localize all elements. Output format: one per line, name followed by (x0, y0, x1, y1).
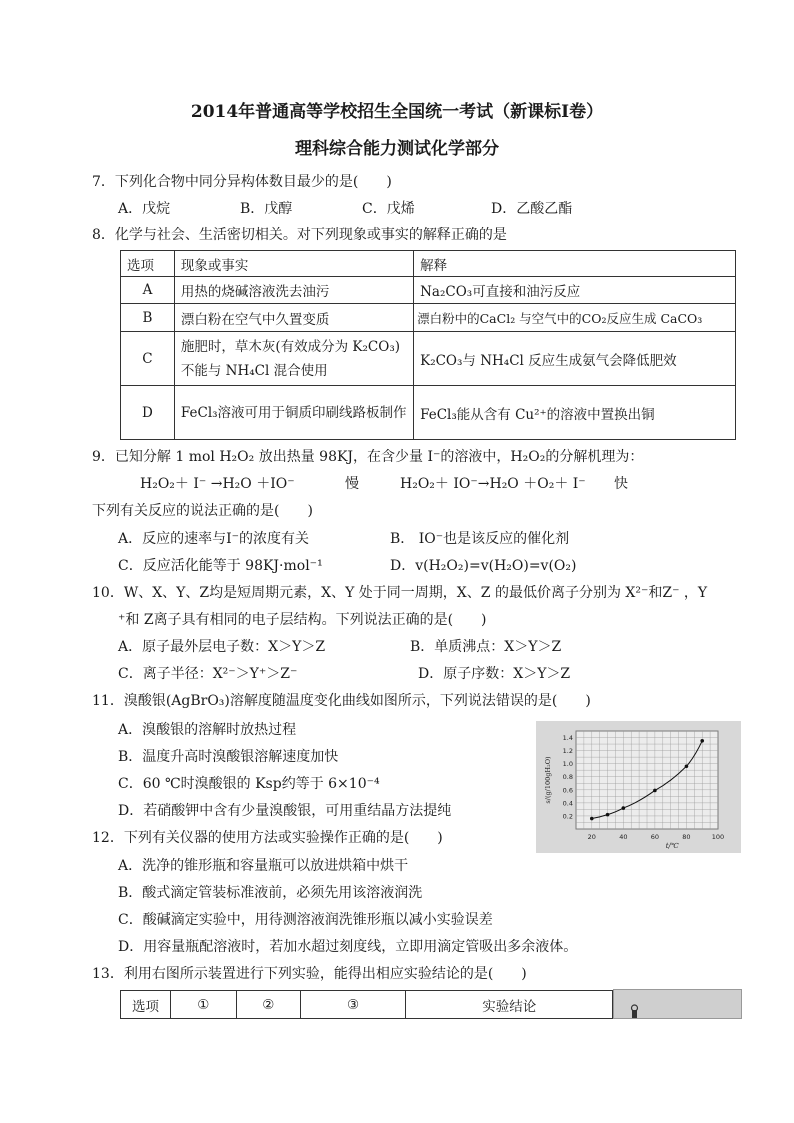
data-point (653, 789, 657, 793)
data-point (685, 764, 689, 768)
exam-title: 2014年普通高等学校招生全国统一考试（新课标Ⅰ卷） (190, 102, 604, 122)
solubility-chart-figure (536, 721, 741, 853)
x-axis-label: t/℃ (665, 842, 679, 850)
x-tick-label: 100 (711, 833, 725, 841)
q10-stem-line1: 10．W、X、Y、Z均是短周期元素，X、Y 处于同一周期，X、Z 的最低价离子分别为 X²⁻和Z⁻ ，Y (92, 585, 708, 601)
table-row (121, 332, 736, 386)
q11-option-d: D．若硝酸钾中含有少量溴酸银，可用重结晶方法提纯 (118, 803, 452, 819)
q9-option-b: B． IO⁻也是该反应的催化剂 (390, 531, 570, 547)
q8-row-explanation: 漂白粉中的CaCl₂ 与空气中的CO₂反应生成 CaCO₃ (414, 304, 736, 332)
apparatus-icon (614, 990, 741, 1018)
q12-option-b: B．酸式滴定管装标准液前，必须先用该溶液润洗 (118, 885, 423, 901)
q12-option-c: C．酸碱滴定实验中，用待测溶液润洗锥形瓶以减小实验误差 (118, 912, 493, 928)
exam-subtitle: 理科综合能力测试化学部分 (295, 139, 499, 159)
q10-option-a: A．原子最外层电子数：X＞Y＞Z (118, 639, 326, 655)
table-row (121, 304, 736, 332)
q13-header-2: ② (236, 991, 300, 1019)
q8-header-fact: 现象或事实 (174, 251, 413, 277)
x-tick-label: 80 (682, 833, 691, 841)
q10-option-b: B．单质沸点：X＞Y＞Z (410, 639, 562, 655)
q9-step2-rate: 快 (614, 476, 628, 492)
q11-option-a: A．溴酸银的溶解时放热过程 (118, 722, 297, 738)
q12-option-a: A．洗净的锥形瓶和容量瓶可以放进烘箱中烘干 (118, 858, 409, 874)
q7-option-b: B．戊醇 (240, 201, 293, 217)
q13-stem: 13．利用右图所示装置进行下列实验，能得出相应实验结论的是( ) (92, 966, 527, 982)
q8-header-explanation: 解释 (414, 251, 736, 277)
table-row (121, 277, 736, 304)
y-tick-label: 1.4 (562, 734, 573, 743)
q8-header-row (121, 251, 736, 277)
q13-apparatus-picture (613, 989, 742, 1019)
q13-header-row (121, 991, 613, 1019)
table-row (121, 386, 736, 440)
q8-row-option: B (121, 304, 175, 332)
q8-row-option: C (121, 332, 175, 386)
x-tick-label: 20 (587, 833, 596, 841)
q7-option-a: A．戊烷 (118, 201, 171, 217)
q8-row-fact: FeCl₃溶液可用于铜质印刷线路板制作 (174, 386, 413, 440)
q8-row-fact: 施肥时，草木灰(有效成分为 K₂CO₃)不能与 NH₄Cl 混合使用 (174, 332, 413, 386)
q13-table (120, 990, 613, 1019)
q13-header-conclusion: 实验结论 (406, 991, 613, 1019)
q9-step1-rate: 慢 (345, 476, 359, 492)
q9-mechanism-step2: H₂O₂＋ IO⁻→H₂O ＋O₂＋ I⁻ (400, 476, 586, 492)
x-tick-label: 60 (650, 833, 660, 841)
q9-mechanism-step1: H₂O₂＋ I⁻ →H₂O ＋IO⁻ (140, 476, 295, 492)
solubility-chart (536, 721, 741, 853)
q13-header-option: 选项 (121, 991, 171, 1019)
q10-stem-line2: ⁺和 Z离子具有相同的电子层结构。下列说法正确的是( ) (118, 612, 487, 628)
y-tick-label: 0.4 (562, 799, 573, 808)
x-tick-label: 40 (619, 833, 628, 841)
q12-option-d: D．用容量瓶配溶液时，若加水超过刻度线，立即用滴定管吸出多余液体。 (118, 939, 578, 955)
q7-option-c: C．戊烯 (362, 201, 415, 217)
y-tick-label: 0.8 (562, 773, 573, 782)
q8-stem: 8．化学与社会、生活密切相关。对下列现象或事实的解释正确的是 (92, 227, 507, 243)
q9-stem: 9．已知分解 1 mol H₂O₂ 放出热量 98KJ，在含少量 I⁻的溶液中，H₂O₂的分解机理为： (92, 449, 644, 465)
q7-option-d: D．乙酸乙酯 (491, 201, 573, 217)
q8-table (120, 250, 736, 440)
q8-row-option: D (121, 386, 175, 440)
y-tick-label: 1.0 (562, 760, 573, 769)
q9-ask: 下列有关反应的说法正确的是( ) (92, 503, 313, 519)
q8-row-explanation: Na₂CO₃可直接和油污反应 (414, 277, 736, 304)
q13-header-1: ① (170, 991, 236, 1019)
q12-stem: 12．下列有关仪器的使用方法或实验操作正确的是( ) (92, 830, 443, 846)
q8-row-fact: 用热的烧碱溶液洗去油污 (174, 277, 413, 304)
q7-stem: 7．下列化合物中同分异构体数目最少的是( ) (92, 174, 392, 190)
y-tick-label: 0.6 (562, 786, 573, 795)
y-tick-label: 0.2 (562, 812, 573, 821)
q11-option-b: B．温度升高时溴酸银溶解速度加快 (118, 749, 339, 765)
y-axis-label: s/(g/100gH₂O) (544, 756, 552, 804)
y-tick-label: 1.2 (562, 747, 573, 756)
q9-option-d: D．v(H₂O₂)=v(H₂O)=v(O₂) (390, 558, 577, 574)
q8-row-fact: 漂白粉在空气中久置变质 (174, 304, 413, 332)
q13-header-3: ③ (300, 991, 406, 1019)
data-point (606, 813, 610, 817)
q8-row-explanation: FeCl₃能从含有 Cu²⁺的溶液中置换出铜 (414, 386, 736, 440)
data-point (590, 817, 594, 821)
q10-option-d: D．原子序数：X＞Y＞Z (418, 666, 571, 682)
q9-option-a: A．反应的速率与I⁻的浓度有关 (118, 531, 310, 547)
q8-header-option: 选项 (121, 251, 175, 277)
q8-row-option: A (121, 277, 175, 304)
q11-option-c: C．60 ℃时溴酸银的 Ksp约等于 6×10⁻⁴ (118, 776, 380, 792)
q8-row-explanation: K₂CO₃与 NH₄Cl 反应生成氨气会降低肥效 (414, 332, 736, 386)
q11-stem: 11．溴酸银(AgBrO₃)溶解度随温度变化曲线如图所示，下列说法错误的是( ) (92, 693, 591, 709)
data-point (622, 806, 626, 810)
q9-option-c: C．反应活化能等于 98KJ·mol⁻¹ (118, 558, 323, 574)
q10-option-c: C．离子半径：X²⁻＞Y⁺＞Z⁻ (118, 666, 298, 682)
data-point (700, 739, 704, 743)
